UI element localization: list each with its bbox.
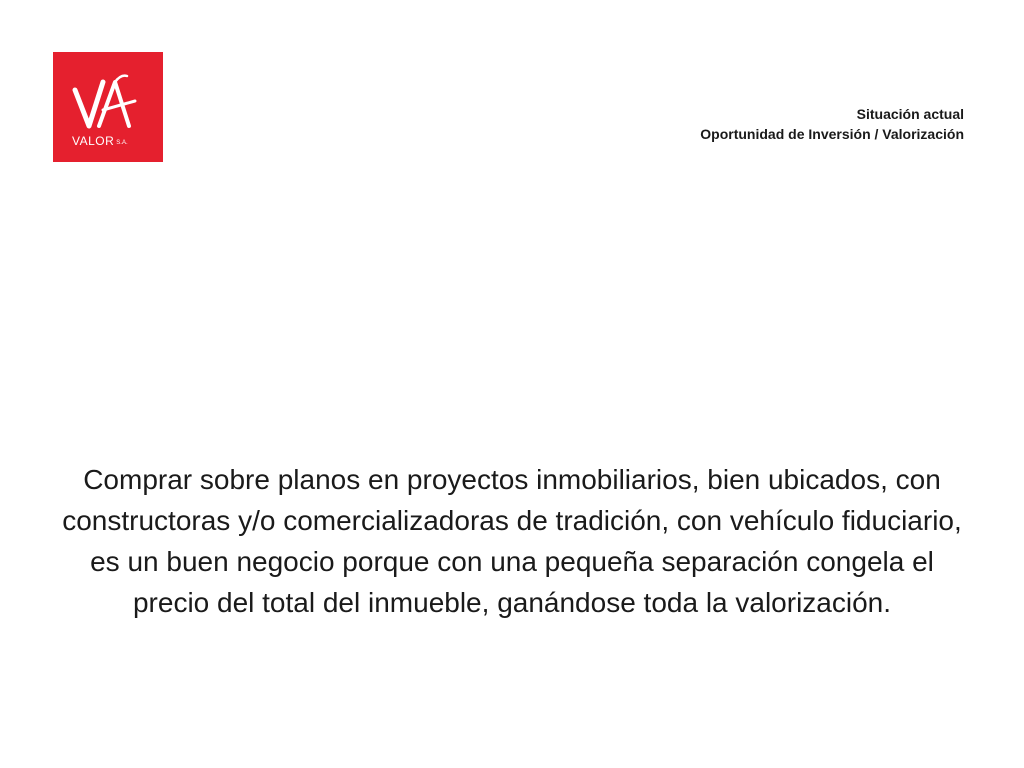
heading-line-opportunity: Oportunidad de Inversión / Valorización (700, 126, 964, 142)
logo-suffix: S.A. (116, 140, 128, 146)
logo-name: VALOR (72, 134, 115, 148)
heading-line-situation: Situación actual (856, 106, 964, 122)
slide-heading (700, 104, 964, 144)
company-logo (53, 52, 163, 162)
logo-wordmark (72, 133, 128, 149)
main-statement: Comprar sobre planos en proyectos inmobiliarios, bien ubicados, con constructoras y/o comercializadoras de tradición, con vehículo fiduciario, es un buen negocio porque con una pequeña separación congela el precio del total del inmueble, ganándose toda la valorización. (62, 464, 962, 618)
